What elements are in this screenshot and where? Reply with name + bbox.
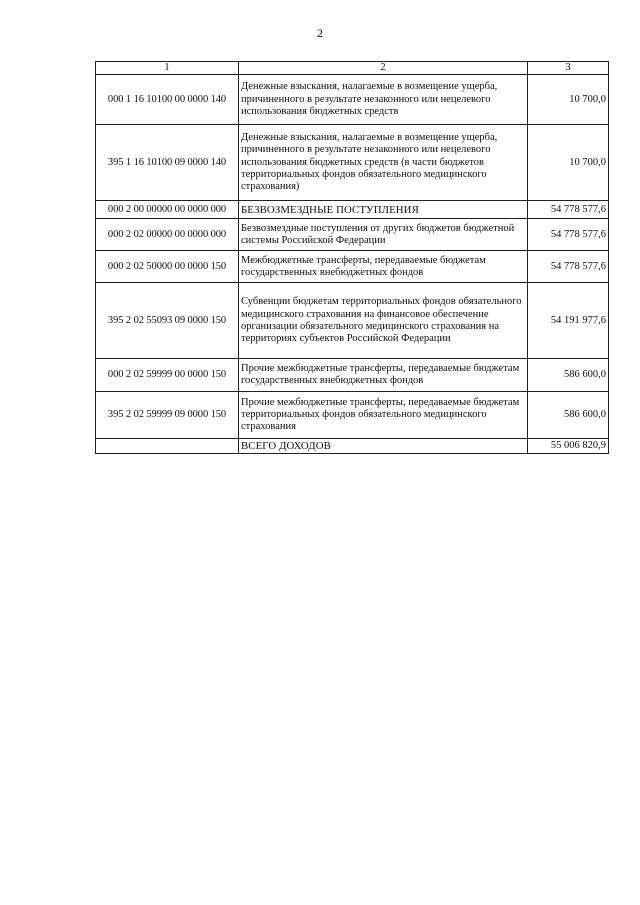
row-amount: 586 600,0 (528, 392, 609, 439)
table-row (96, 251, 609, 283)
row-amount: 10 700,0 (528, 75, 609, 125)
row-name: Прочие межбюджетные трансферты, передаваемые бюджетам территориальных фондов обязательного медицинского страхования (239, 392, 528, 439)
row-code: 000 2 02 59999 00 0000 150 (96, 359, 239, 392)
table-header (96, 62, 609, 75)
row-name: Безвозмездные поступления от других бюджетов бюджетной системы Российской Федерации (239, 219, 528, 251)
row-code: 000 2 00 00000 00 0000 000 (96, 201, 239, 219)
total-row (96, 439, 609, 454)
total-amount: 55 006 820,9 (528, 439, 609, 454)
table-row (96, 125, 609, 201)
total-name: ВСЕГО ДОХОДОВ (239, 439, 528, 454)
row-code: 000 2 02 50000 00 0000 150 (96, 251, 239, 283)
row-name: Прочие межбюджетные трансферты, передаваемые бюджетам государственных внебюджетных фондов (239, 359, 528, 392)
row-name: БЕЗВОЗМЕЗДНЫЕ ПОСТУПЛЕНИЯ (239, 201, 528, 219)
table-row (96, 359, 609, 392)
table-row (96, 201, 609, 219)
total-code (96, 439, 239, 454)
row-amount: 10 700,0 (528, 125, 609, 201)
row-name: Межбюджетные трансферты, передаваемые бюджетам государственных внебюджетных фондов (239, 251, 528, 283)
row-code: 000 2 02 00000 00 0000 000 (96, 219, 239, 251)
header-cell-code: 1 (96, 62, 239, 75)
row-name: Субвенции бюджетам территориальных фондов обязательного медицинского страхования на финансовое обеспечение организации обязательного медицинского страхования на территориях субъектов Российской Федерации (239, 283, 528, 359)
row-amount: 54 778 577,6 (528, 201, 609, 219)
row-amount: 54 778 577,6 (528, 219, 609, 251)
row-code: 395 2 02 59999 09 0000 150 (96, 392, 239, 439)
header-row (96, 62, 609, 75)
table-row (96, 392, 609, 439)
page-number: 2 (317, 26, 323, 40)
table-body (96, 75, 609, 454)
row-code: 395 1 16 10100 09 0000 140 (96, 125, 239, 201)
revenue-table (95, 61, 609, 454)
table-row (96, 219, 609, 251)
row-amount: 54 778 577,6 (528, 251, 609, 283)
header-cell-amount: 3 (528, 62, 609, 75)
row-code: 395 2 02 55093 09 0000 150 (96, 283, 239, 359)
row-amount: 586 600,0 (528, 359, 609, 392)
table-row (96, 283, 609, 359)
table-row (96, 75, 609, 125)
row-name: Денежные взыскания, налагаемые в возмещение ущерба, причиненного в результате незаконного или нецелевого использования бюджетных средств (в части бюджетов территориальных фондов обязательного медицинского страхования) (239, 125, 528, 201)
row-name: Денежные взыскания, налагаемые в возмещение ущерба, причиненного в результате незаконного или нецелевого использования бюджетных средств (239, 75, 528, 125)
header-cell-name: 2 (239, 62, 528, 75)
row-amount: 54 191 977,6 (528, 283, 609, 359)
row-code: 000 1 16 10100 00 0000 140 (96, 75, 239, 125)
